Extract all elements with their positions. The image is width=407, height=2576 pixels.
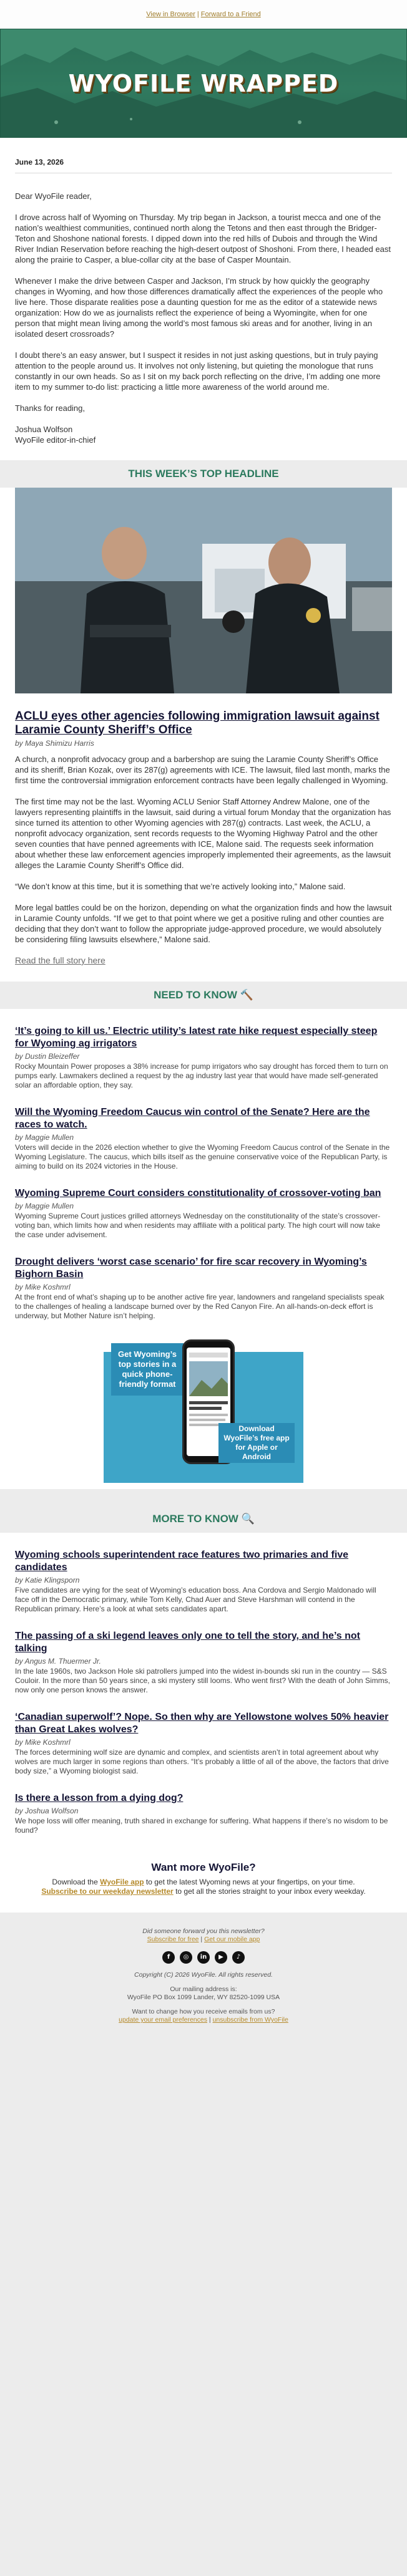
cta-text: to get the latest Wyoming news at your fingertips, on your time. <box>144 1878 355 1886</box>
story-paragraph: The first time may not be the last. Wyoming ACLU Senior Staff Attorney Andrew Malone, one of the lawyers representing plaintiffs in the lawsuit, said during a virtual forum Monday that the organization has since turned its attention to other Wyoming agencies with 287(g) contracts. Last week, the ACLU, a nonprofit advocacy organization, sent records requests to the Wyoming Highway Patrol and the other seven counties that have penned agreements with ICE, Malone said. The requests seek information about whether these law enforcement agencies improperly implemented their agreements, as the lawsuit alleges the Laramie County Sheriff’s Office did. <box>15 797 391 870</box>
social-links <box>15 1951 392 1964</box>
letter-paragraph: I drove across half of Wyoming on Thursday. My trip began in Jackson, a tourist mecca and one of the nation’s wealthiest communities, continued north along the Tetons and then east through the Bridger-Teton and Shoshone national forests. I dipped down into the red hills of Dubois and through the Wind River Indian Reservation before reaching the high-desert outpost of Shoshoni. From there, I headed east along the prairie to Casper, a blue-collar city at the base of Casper Mountain. <box>15 213 391 264</box>
cta-text: to get all the stories straight to your inbox every weekday. <box>173 1887 366 1896</box>
footer <box>0 1913 407 2045</box>
greeting: Dear WyoFile reader, <box>15 191 92 201</box>
officers-photo <box>15 488 392 693</box>
tiktok-icon[interactable]: ♪ <box>232 1951 245 1964</box>
story-headline-link[interactable]: Wyoming Supreme Court considers constitutionality of crossover-voting ban <box>15 1188 381 1199</box>
forward-to-friend-link[interactable]: Forward to a Friend <box>200 11 261 18</box>
preheader <box>0 0 407 29</box>
cta-app-line <box>15 1878 392 1887</box>
more-to-know-section-header <box>0 1505 407 1533</box>
top-story-byline: by Maya Shimizu Harris <box>15 739 94 748</box>
letter-signoff: Thanks for reading, <box>15 403 86 413</box>
story-item <box>15 1614 392 1695</box>
story-item <box>15 1240 392 1321</box>
preferences-links <box>15 2016 392 2024</box>
story-summary: Rocky Mountain Power proposes a 38% increase for pump irrigators who say drought has forced them to turn on pumps early. Lawmakers declined a request by the ag industry last year that would have made self-generated solar an affordable option, they say. <box>15 1062 388 1089</box>
story-summary: The forces determining wolf size are dynamic and complex, and scientists aren’t in total agreement about why wolves are much larger in some regions than others. “It’s probably a little of all of the above, the factors that drive body size,” a Wyoming biologist said. <box>15 1748 389 1775</box>
letter-paragraph: I doubt there’s an easy answer, but I suspect it resides in not just asking questions, but in truly paying attention to the people around us. It involves not only listening, but quieting the monologue that runs constantly in our own heads. So as I sit on my back porch reflecting on the drive, I’m adding one more item to my summer to-do list: practicing a little more awareness of the world around me. <box>15 350 381 392</box>
story-summary: Wyoming Supreme Court justices grilled attorneys Wednesday on the constitutionality of the state’s crossover-voting ban, which limits how and when residents may affiliate with a political party. The high court will now take the case under advisement. <box>15 1212 381 1239</box>
copyright: Copyright (C) 2026 WyoFile. All rights reserved. <box>134 1971 273 1979</box>
newsletter-title: WYOFILE WRAPPED <box>68 70 339 97</box>
section-title: MORE TO KNOW 🔍 <box>152 1513 255 1525</box>
promo-left-text: Get Wyoming’s top stories in a quick phone-friendly format <box>111 1343 184 1396</box>
story-byline: by Maggie Mullen <box>15 1133 74 1142</box>
story-headline-link[interactable]: The passing of a ski legend leaves only one to tell the story, and he’s not talking <box>15 1631 361 1654</box>
story-item <box>15 1009 392 1090</box>
preferences-label: Want to change how you receive emails from us? <box>132 2008 275 2015</box>
view-in-browser-link[interactable]: View in Browser <box>146 11 195 18</box>
footer-links <box>15 1936 392 1944</box>
forward-question: Did someone forward you this newsletter? <box>142 1927 265 1935</box>
promo-right-text: Download WyoFile’s free app for Apple or Android <box>218 1423 295 1463</box>
story-item <box>15 1533 392 1614</box>
story-summary: At the front end of what’s shaping up to be another active fire year, landowners and rangeland specialists speak to the challenges of healing a landscape burned over by the Red Canyon Fire. An all-hands-on-deck effort is underway, but Mother Nature isn’t helping. <box>15 1293 385 1320</box>
unsubscribe-link[interactable]: unsubscribe from WyoFile <box>212 2016 288 2024</box>
story-byline: by Mike Koshmrl <box>15 1738 71 1747</box>
top-story-body <box>15 754 392 945</box>
story-headline-link[interactable]: ‘It’s going to kill us.’ Electric utility’s latest rate hike request especially steep for Wyoming ag irrigators <box>15 1026 378 1049</box>
spacer <box>15 1979 392 1985</box>
linkedin-icon[interactable]: in <box>197 1951 210 1964</box>
subscribe-newsletter-link[interactable]: Subscribe to our weekday newsletter <box>41 1887 174 1896</box>
story-headline-link[interactable]: Drought delivers ‘worst case scenario’ for fire scar recovery in Wyoming’s Bighorn Basin <box>15 1257 367 1280</box>
section-title: THIS WEEK’S TOP HEADLINE <box>128 468 279 480</box>
spacer <box>15 2002 392 2008</box>
footer-separator: | <box>207 2016 213 2024</box>
story-paragraph: More legal battles could be on the horizon, depending on what the organization finds and how the lawsuit in Laramie County unfolds. “If we get to that point where we get a positive ruling and other counties are deciding that they don’t want to follow the appropriate judge-approved procedure, we would absolutely be considering filing lawsuits elsewhere,” Malone said. <box>15 903 392 944</box>
app-link[interactable]: WyoFile app <box>100 1878 144 1886</box>
story-summary: We hope loss will offer meaning, truth shared in exchange for suffering. What happens if there’s no wisdom to be found? <box>15 1816 388 1835</box>
subscribe-link[interactable]: Subscribe for free <box>147 1936 199 1943</box>
story-paragraph: “We don’t know at this time, but it is something that we’re actively looking into,” Malone said. <box>15 882 346 891</box>
section-title: NEED TO KNOW 🔨 <box>154 989 253 1001</box>
app-promo-banner[interactable] <box>104 1339 303 1489</box>
cta-subscribe-line <box>15 1887 392 1896</box>
signature-name: Joshua Wolfson <box>15 425 73 434</box>
story-byline: by Angus M. Thuermer Jr. <box>15 1657 101 1666</box>
header-banner <box>0 29 407 138</box>
preheader-separator: | <box>197 11 199 18</box>
story-byline: by Katie Klingsporn <box>15 1576 80 1585</box>
editor-letter <box>15 173 392 460</box>
cta-title: Want more WyoFile? <box>151 1861 256 1873</box>
story-summary: In the late 1960s, two Jackson Hole ski patrollers jumped into the widest in-bounds ski run in the country — S&S Couloir. In the more than 50 years since, a ski mystery still looms. Who went first? With the death of John Simms, now only one person knows the answer. <box>15 1667 390 1694</box>
story-byline: by Maggie Mullen <box>15 1202 74 1210</box>
story-paragraph: A church, a nonprofit advocacy group and a barbershop are suing the Laramie County Sheriff’s Office and its sheriff, Brian Kozak, over its 287(g) agreements with ICE. The lawsuit, filed last month, marks the first time the controversial immigration enforcement contracts have been legally challenged in Wyoming. <box>15 755 390 785</box>
read-full-story-link[interactable]: Read the full story here <box>15 955 105 965</box>
top-story <box>0 488 407 982</box>
top-story-image[interactable] <box>15 488 392 693</box>
story-summary: Voters will decide in the 2026 election whether to give the Wyoming Freedom Caucus control of the Senate in the Wyoming Legislature. The caucus, which bills itself as the genuine conservative voice of the Republican Party, is aiming to build on its 2024 victories in the House. <box>15 1143 390 1170</box>
story-headline-link[interactable]: Will the Wyoming Freedom Caucus win control of the Senate? Here are the races to watch. <box>15 1107 370 1130</box>
more-to-know-list <box>0 1533 407 1835</box>
need-to-know-section-header <box>0 982 407 1009</box>
story-byline: by Dustin Bleizeffer <box>15 1052 80 1061</box>
story-item <box>15 1695 392 1776</box>
story-summary: Five candidates are vying for the seat of Wyoming’s education boss. Ana Cordova and Sergio Maldonado will face off in the Democratic primary, while Tom Kelly, Chad Auer and Steve Harshman will contend in the Republican primary. Here’s a look at what sets candidates apart. <box>15 1586 376 1613</box>
story-headline-link[interactable]: Is there a lesson from a dying dog? <box>15 1793 184 1803</box>
story-item <box>15 1776 392 1835</box>
story-headline-link[interactable]: ‘Canadian superwolf’? Nope. So then why are Yellowstone wolves 50% heavier than Great Lakes wolves? <box>15 1712 389 1735</box>
mailing-address: WyoFile PO Box 1099 Lander, WY 82520-1099 USA <box>127 1994 280 2001</box>
letter-paragraph: Whenever I make the drive between Casper and Jackson, I’m struck by how quickly the geography changes in Wyoming, and how those differences dramatically affect the experiences of the people who live here. Those disparate realities pose a daunting question for me as the editor of a statewide news organization: How do we as journalists reflect the experience of being a Wyomingite, when for one person that might mean living among the world’s most famous ski areas and for another, living in an isolated desert crossroads? <box>15 276 383 339</box>
intro-section <box>0 138 407 460</box>
update-preferences-link[interactable]: update your email preferences <box>119 2016 207 2024</box>
signature-title: WyoFile editor-in-chief <box>15 435 96 445</box>
mobile-app-link[interactable]: Get our mobile app <box>204 1936 260 1943</box>
story-item <box>15 1090 392 1171</box>
top-story-headline-link[interactable]: ACLU eyes other agencies following immigration lawsuit against Laramie County Sheriff’s Office <box>15 710 380 736</box>
mailing-label: Our mailing address is: <box>170 1985 237 1993</box>
cta-text: Download the <box>52 1878 101 1886</box>
top-headline-section-header <box>0 460 407 488</box>
youtube-icon[interactable]: ▶ <box>215 1951 227 1964</box>
more-wyofile-cta <box>0 1835 407 1913</box>
issue-date: June 13, 2026 <box>15 158 64 166</box>
story-byline: by Joshua Wolfson <box>15 1807 79 1815</box>
story-headline-link[interactable]: Wyoming schools superintendent race features two primaries and five candidates <box>15 1550 349 1573</box>
story-byline: by Mike Koshmrl <box>15 1283 71 1291</box>
need-to-know-list <box>0 1009 407 1489</box>
story-item <box>15 1171 392 1240</box>
footer-separator: | <box>199 1936 205 1943</box>
instagram-icon[interactable]: ◎ <box>180 1951 192 1964</box>
facebook-icon[interactable]: f <box>162 1951 175 1964</box>
